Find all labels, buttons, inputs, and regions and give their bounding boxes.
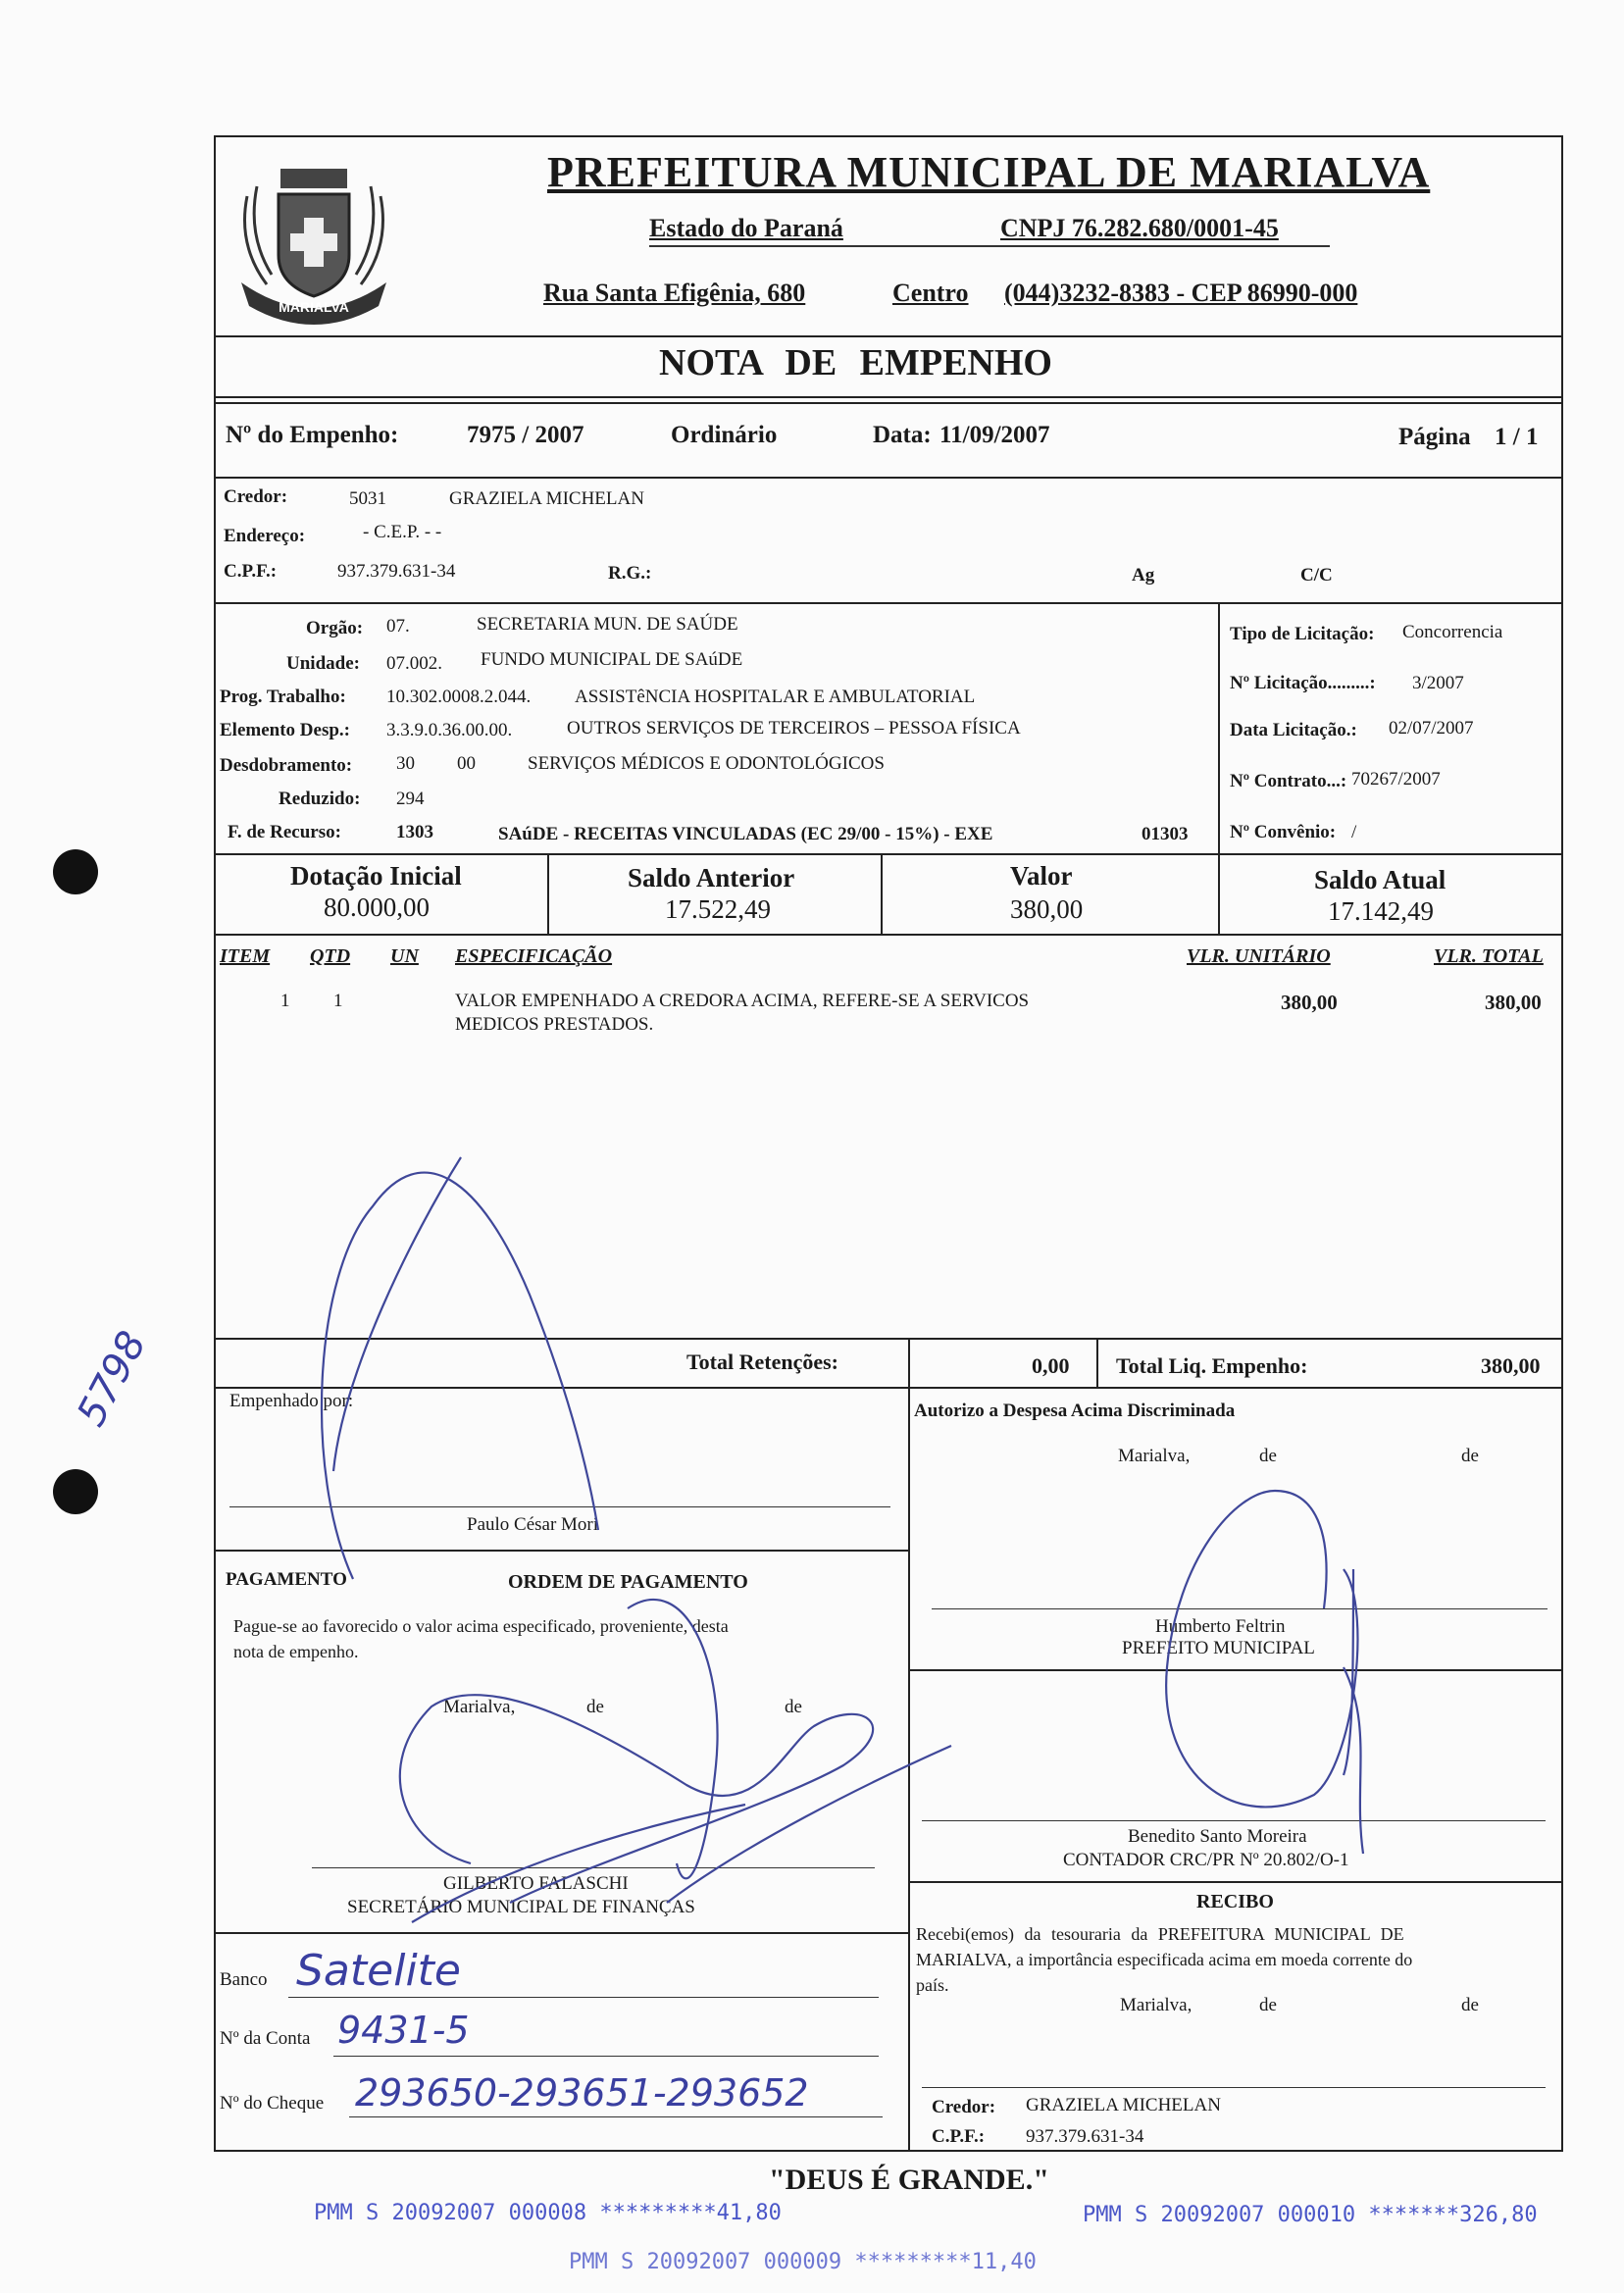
autorizo-local: Marialva,: [1118, 1446, 1191, 1466]
stamp-3: PMM S 20092007 000009 *********11,40: [569, 2250, 1037, 2274]
empenho-numero: 7975 / 2007: [467, 422, 584, 448]
total-retencoes-label: Total Retenções:: [686, 1350, 838, 1374]
orgao-label: Orgão:: [306, 618, 364, 638]
pagamento-texto-2: nota de empenho.: [233, 1642, 359, 1661]
secretario-nome: GILBERTO FALASCHI: [443, 1873, 629, 1894]
elemento: OUTROS SERVIÇOS DE TERCEIROS – PESSOA FÍSICA: [567, 718, 1021, 739]
empenho-data-label: Data:: [873, 422, 932, 448]
credor-codigo: 5031: [349, 488, 386, 509]
desdobramento: SERVIÇOS MÉDICOS E ODONTOLÓGICOS: [528, 753, 885, 774]
dotacao-inicial-label: Dotação Inicial: [290, 861, 462, 891]
pagina: 1 / 1: [1495, 424, 1539, 450]
signature-empenhado: [322, 1157, 598, 1579]
col-item: ITEM: [220, 945, 271, 967]
recurso-num: 01303: [1142, 824, 1189, 844]
prog: ASSISTêNCIA HOSPITALAR E AMBULATORIAL: [575, 687, 976, 707]
recurso-label: F. de Recurso:: [228, 822, 341, 842]
recibo-de-1: de: [1259, 1995, 1277, 2015]
saldo-anterior-label: Saldo Anterior: [628, 863, 795, 892]
item-esp-line1: VALOR EMPENHADO A CREDORA ACIMA, REFERE-SE A SERVICOS: [455, 991, 1030, 1011]
empenho-tipo: Ordinário: [671, 422, 778, 448]
data-licitacao: 02/07/2007: [1389, 718, 1474, 739]
signature-secretario: [400, 1600, 951, 1922]
unidade-cod: 07.002.: [386, 653, 442, 674]
orgao: SECRETARIA MUN. DE SAÚDE: [477, 614, 738, 635]
rg-label: R.G.:: [608, 563, 652, 584]
desdobramento-a: 30: [396, 753, 415, 774]
recurso: SAúDE - RECEITAS VINCULADAS (EC 29/00 - 15%) - EXE: [498, 824, 993, 844]
valor: 380,00: [1010, 894, 1084, 924]
empenhado-nome: Paulo César Mori: [467, 1514, 599, 1535]
cheque-handwritten: 293650-293651-293652: [355, 2071, 809, 2115]
prog-cod: 10.302.0008.2.044.: [386, 687, 532, 707]
col-un: UN: [390, 945, 419, 967]
cc-label: C/C: [1300, 565, 1333, 586]
credor-nome: GRAZIELA MICHELAN: [449, 488, 644, 509]
recibo-cpf: 937.379.631-34: [1026, 2126, 1144, 2147]
cpf-label: C.P.F.:: [224, 561, 278, 582]
item-esp-line2: MEDICOS PRESTADOS.: [455, 1014, 654, 1035]
credor-endereco: - C.E.P. - -: [363, 522, 442, 542]
total-liq: 380,00: [1481, 1353, 1541, 1378]
data-licitacao-label: Data Licitação.:: [1230, 720, 1357, 740]
desdobramento-b: 00: [457, 753, 476, 774]
conta-handwritten: 9431-5: [337, 2009, 470, 2052]
recibo-cpf-label: C.P.F.:: [932, 2126, 986, 2147]
contrato-label: Nº Contrato...:: [1230, 771, 1347, 791]
dotacao-inicial: 80.000,00: [324, 892, 430, 922]
licitacao-num-label: Nº Licitação.........:: [1230, 673, 1376, 693]
contrato: 70267/2007: [1351, 769, 1441, 790]
prefeito-nome: Humberto Feltrin: [1155, 1616, 1286, 1637]
pagamento-label: PAGAMENTO: [226, 1569, 347, 1590]
convenio-label: Nº Convênio:: [1230, 822, 1337, 842]
item-qtd: 1: [333, 991, 343, 1011]
convenio: /: [1351, 822, 1357, 842]
cheque-label: Nº do Cheque: [220, 2093, 325, 2114]
conta-label: Nº da Conta: [220, 2028, 311, 2049]
cnpj: CNPJ 76.282.680/0001-45: [1000, 214, 1279, 242]
contador-nome: Benedito Santo Moreira: [1128, 1826, 1307, 1847]
total-liq-label: Total Liq. Empenho:: [1116, 1353, 1308, 1378]
unidade-label: Unidade:: [286, 653, 360, 674]
recurso-cod: 1303: [396, 822, 433, 842]
endereco-label: Endereço:: [224, 526, 306, 546]
col-especificacao: ESPECIFICAÇÃO: [455, 945, 613, 967]
prefeito-cargo: PREFEITO MUNICIPAL: [1122, 1638, 1315, 1658]
estado: Estado do Paraná: [649, 214, 843, 242]
prog-label: Prog. Trabalho:: [220, 687, 346, 707]
reduzido: 294: [396, 789, 425, 809]
endereco: Rua Santa Efigênia, 680: [543, 279, 806, 307]
saldo-anterior: 17.522,49: [665, 894, 771, 924]
autorizo-de-2: de: [1461, 1446, 1479, 1466]
pagina-label: Página: [1398, 424, 1471, 450]
stamp-1: PMM S 20092007 000008 *********41,80: [314, 2201, 782, 2225]
total-retencoes: 0,00: [1032, 1353, 1070, 1378]
ag-label: Ag: [1132, 565, 1155, 586]
elemento-cod: 3.3.9.0.36.00.00.: [386, 720, 513, 740]
licitacao-num: 3/2007: [1412, 673, 1464, 693]
recibo-texto-1: Recebi(emos) da tesouraria da PREFEITURA MUNICIPAL DE: [916, 1924, 1404, 1944]
col-vlr-unitario: VLR. UNITÁRIO: [1187, 945, 1331, 967]
valor-label: Valor: [1010, 861, 1073, 891]
banco-handwritten: Satelite: [296, 1946, 461, 1996]
orgao-cod: 07.: [386, 616, 410, 637]
margin-handwritten-number: 5798: [69, 1324, 156, 1434]
saldo-atual: 17.142,49: [1328, 896, 1434, 926]
centro: Centro: [892, 279, 969, 307]
recibo-credor-label: Credor:: [932, 2097, 996, 2117]
credor-cpf: 937.379.631-34: [337, 561, 456, 582]
unidade: FUNDO MUNICIPAL DE SAúDE: [481, 649, 743, 670]
recibo-de-2: de: [1461, 1995, 1479, 2015]
contador-cargo: CONTADOR CRC/PR Nº 20.802/O-1: [1063, 1850, 1349, 1870]
rodape-lema: "DEUS É GRANDE.": [769, 2164, 1049, 2196]
credor-label: Credor:: [224, 486, 288, 507]
desdobramento-label: Desdobramento:: [220, 755, 353, 776]
ordem-pagamento-label: ORDEM DE PAGAMENTO: [508, 1571, 748, 1593]
banco-label: Banco: [220, 1969, 268, 1990]
recibo-texto-3: país.: [916, 1975, 949, 1995]
secretario-cargo: SECRETÁRIO MUNICIPAL DE FINANÇAS: [347, 1897, 695, 1917]
elemento-label: Elemento Desp.:: [220, 720, 350, 740]
col-vlr-total: VLR. TOTAL: [1434, 945, 1544, 967]
recibo-label: RECIBO: [1196, 1891, 1274, 1912]
col-qtd: QTD: [310, 945, 351, 967]
autorizo-de-1: de: [1259, 1446, 1277, 1466]
saldo-atual-label: Saldo Atual: [1314, 865, 1446, 894]
autorizo-label: Autorizo a Despesa Acima Discriminada: [914, 1401, 1236, 1421]
item-num: 1: [280, 991, 290, 1011]
pagamento-texto-1: Pague-se ao favorecido o valor acima especificado, proveniente, desta: [233, 1616, 729, 1636]
empenhado-label: Empenhado por:: [229, 1391, 354, 1411]
pagamento-local: Marialva,: [443, 1697, 516, 1717]
stamp-2: PMM S 20092007 000010 *******326,80: [1083, 2203, 1538, 2227]
recibo-credor: GRAZIELA MICHELAN: [1026, 2095, 1221, 2115]
signature-prefeito: [1166, 1491, 1363, 1854]
pagamento-de-1: de: [586, 1697, 604, 1717]
tipo-licitacao: Concorrencia: [1402, 622, 1503, 642]
prefeitura-title: PREFEITURA MUNICIPAL DE MARIALVA: [547, 148, 1431, 196]
empenho-data: 11/09/2007: [939, 422, 1050, 448]
telefone-cep: (044)3232-8383 - CEP 86990-000: [1004, 279, 1358, 307]
recibo-texto-2: MARIALVA, a importância especificada acima em moeda corrente do: [916, 1950, 1413, 1969]
item-vlr-unitario: 380,00: [1281, 991, 1338, 1014]
recibo-local: Marialva,: [1120, 1995, 1193, 2015]
nota-de-empenho-title: NOTA DE EMPENHO: [659, 342, 1052, 383]
reduzido-label: Reduzido:: [279, 789, 361, 809]
empenho-label: Nº do Empenho:: [226, 422, 399, 448]
pagamento-de-2: de: [785, 1697, 802, 1717]
svg-text:MARIALVA: MARIALVA: [279, 299, 349, 315]
item-vlr-total: 380,00: [1485, 991, 1542, 1014]
tipo-licitacao-label: Tipo de Licitação:: [1230, 624, 1375, 644]
